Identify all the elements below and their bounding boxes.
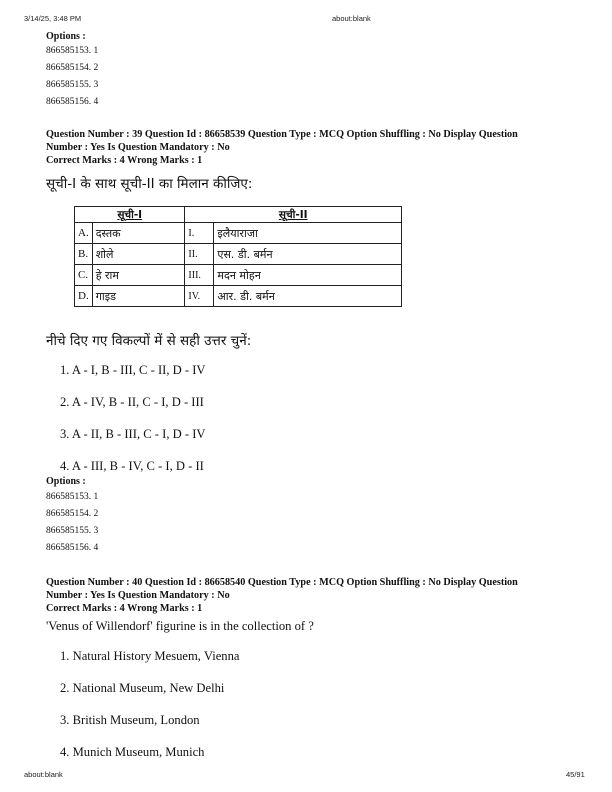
row-value: एस. डी. बर्मन xyxy=(214,244,402,265)
page-counter: 45/91 xyxy=(566,770,585,779)
row-key: I. xyxy=(185,223,214,244)
row-key: III. xyxy=(185,265,214,286)
option-id: 866585153. 1 xyxy=(46,492,99,502)
answer-choice: 3. British Museum, London xyxy=(60,713,200,727)
question-marks: Correct Marks : 4 Wrong Marks : 1 xyxy=(46,154,203,166)
options-heading: Options : xyxy=(46,31,86,42)
row-key: A. xyxy=(75,223,93,244)
row-value: मदन मोहन xyxy=(214,265,402,286)
row-key: B. xyxy=(75,244,93,265)
row-key: IV. xyxy=(185,286,214,307)
question-header-line: Question Number : 40 Question Id : 86658540 Question Type : MCQ Option Shuffling : No Display Question xyxy=(46,577,518,588)
table-header-row xyxy=(75,207,402,223)
option-id: 866585154. 2 xyxy=(46,509,99,519)
option-id: 866585156. 4 xyxy=(46,97,99,107)
row-key: C. xyxy=(75,265,93,286)
row-key: II. xyxy=(185,244,214,265)
option-id: 866585155. 3 xyxy=(46,80,99,90)
row-value: हे राम xyxy=(92,265,185,286)
question-prompt: सूची-I के साथ सूची-II का मिलान कीजिए: xyxy=(46,176,253,192)
option-id: 866585155. 3 xyxy=(46,526,99,536)
option-id: 866585153. 1 xyxy=(46,46,99,56)
print-datetime: 3/14/25, 3:48 PM xyxy=(24,14,82,23)
answer-choice: 3. A - II, B - III, C - I, D - IV xyxy=(60,427,206,441)
options-heading: Options : xyxy=(46,476,86,487)
answer-choice: 4. A - III, B - IV, C - I, D - II xyxy=(60,459,204,473)
question-header-line: Question Number : 39 Question Id : 86658539 Question Type : MCQ Option Shuffling : No Display Question xyxy=(46,129,518,140)
answer-choice: 1. Natural History Mesuem, Vienna xyxy=(60,649,240,663)
option-id: 866585154. 2 xyxy=(46,63,99,73)
option-id: 866585156. 4 xyxy=(46,543,99,553)
row-value: गाइड xyxy=(92,286,185,307)
table-row xyxy=(75,265,402,286)
question-marks: Correct Marks : 4 Wrong Marks : 1 xyxy=(46,602,203,614)
print-page-title: about:blank xyxy=(332,14,371,23)
answer-choice: 4. Munich Museum, Munich xyxy=(60,745,205,759)
table-row xyxy=(75,286,402,307)
question-header xyxy=(46,577,576,615)
answer-instruction: नीचे दिए गए विकल्पों में से सही उत्तर चुनें: xyxy=(46,333,252,349)
question-header-line: Number : Yes Is Question Mandatory : No xyxy=(46,141,230,153)
column-header-list1: सूची-I xyxy=(75,207,185,223)
answer-choice: 2. National Museum, New Delhi xyxy=(60,681,225,695)
row-value: शोले xyxy=(92,244,185,265)
column-header-list2: सूची-II xyxy=(185,207,402,223)
row-value: दस्तक xyxy=(92,223,185,244)
row-value: आर. डी. बर्मन xyxy=(214,286,402,307)
table-row xyxy=(75,223,402,244)
row-value: इलैयाराजा xyxy=(214,223,402,244)
question-header xyxy=(46,129,576,167)
answer-choice: 2. A - IV, B - II, C - I, D - III xyxy=(60,395,204,409)
print-footer-url: about:blank xyxy=(24,770,63,779)
row-key: D. xyxy=(75,286,93,307)
table-row xyxy=(75,244,402,265)
match-table xyxy=(74,206,402,307)
question-header-line: Number : Yes Is Question Mandatory : No xyxy=(46,589,230,601)
answer-choice: 1. A - I, B - III, C - II, D - IV xyxy=(60,363,206,377)
question-prompt: 'Venus of Willendorf' figurine is in the collection of ? xyxy=(46,619,314,633)
